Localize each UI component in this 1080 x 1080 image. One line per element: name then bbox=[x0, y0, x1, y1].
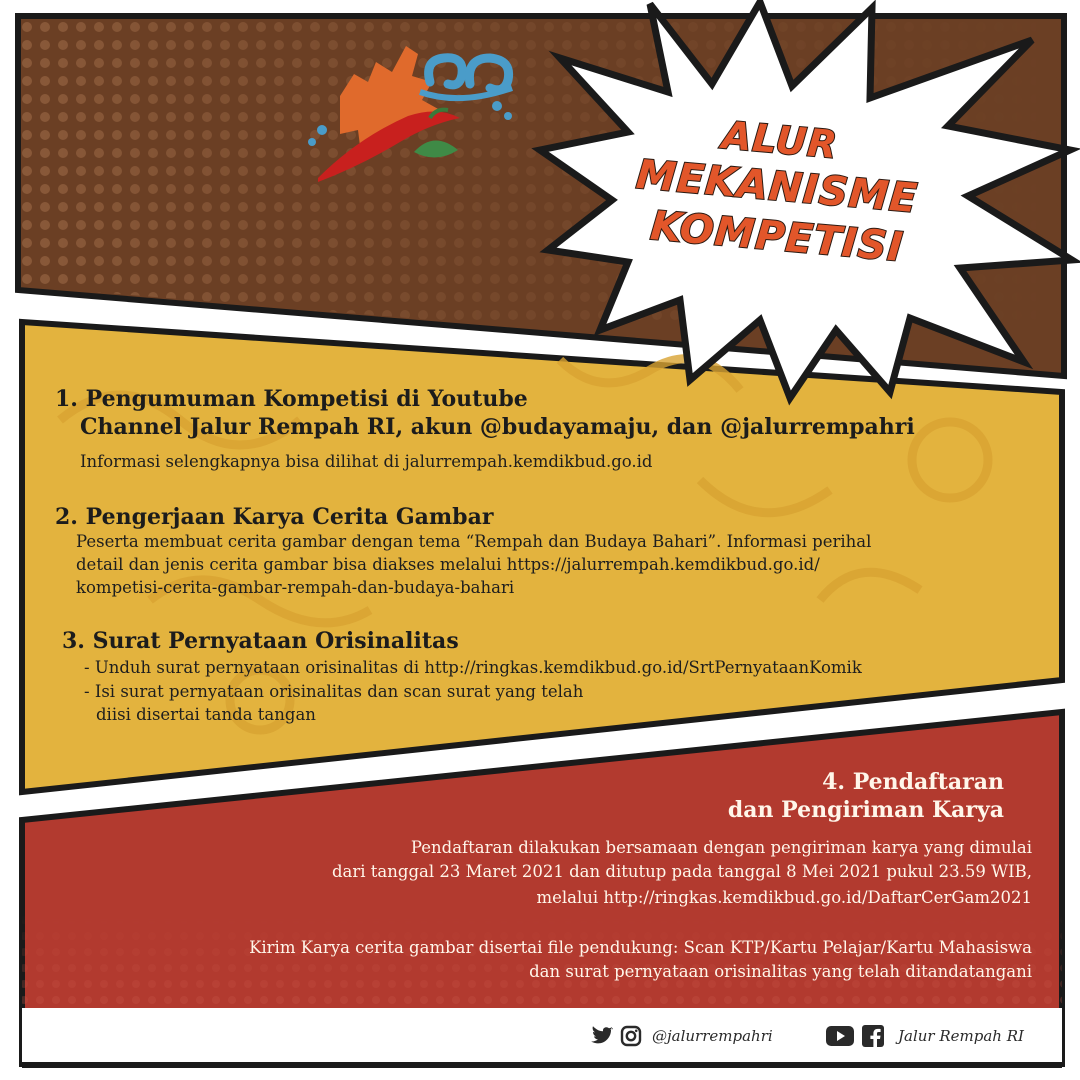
step-4-body-line: melalui http://ringkas.kemdikbud.go.id/DaftarCerGam2021 bbox=[536, 888, 1032, 907]
step-4-title: 4. Pendaftaran bbox=[822, 769, 1004, 795]
step-3-body-line: - Isi surat pernyataan orisinalitas dan scan surat yang telah bbox=[84, 682, 584, 701]
headline-line2: MEKANISME bbox=[634, 151, 920, 223]
step-2-title: 2. Pengerjaan Karya Cerita Gambar bbox=[55, 504, 494, 530]
step-4-body-line: dan surat pernyataan orisinalitas yang telah ditandatangani bbox=[529, 962, 1032, 981]
headline-line3: KOMPETISI bbox=[648, 203, 906, 271]
step-1-subtitle: Channel Jalur Rempah RI, akun @budayamaju, dan @jalurrempahri bbox=[80, 414, 915, 440]
step-4-body-line: Kirim Karya cerita gambar disertai file pendukung: Scan KTP/Kartu Pelajar/Kartu Mahasiswa bbox=[249, 938, 1032, 957]
step-4-body-line: Pendaftaran dilakukan bersamaan dengan pengiriman karya yang dimulai bbox=[410, 838, 1032, 857]
footer-handle[interactable]: @jalurrempahri bbox=[652, 1027, 773, 1045]
facebook-icon[interactable] bbox=[862, 1025, 884, 1047]
step-3-body-line: - Unduh surat pernyataan orisinalitas di http://ringkas.kemdikbud.go.id/SrtPernyataanKomik bbox=[84, 658, 862, 677]
step-4-body-line: dari tanggal 23 Maret 2021 dan ditutup pada tanggal 8 Mei 2021 pukul 23.59 WIB, bbox=[331, 862, 1032, 881]
headline-line1: ALUR bbox=[720, 113, 840, 167]
step-3-title: 3. Surat Pernyataan Orisinalitas bbox=[62, 628, 459, 654]
step-2-body-line: detail dan jenis cerita gambar bisa diakses melalui https://jalurrempah.kemdikbud.go.id/ bbox=[76, 555, 820, 574]
youtube-icon[interactable] bbox=[826, 1026, 854, 1046]
footer-channel[interactable]: Jalur Rempah RI bbox=[898, 1027, 1024, 1045]
step-2-body-line: kompetisi-cerita-gambar-rempah-dan-budaya-bahari bbox=[76, 578, 515, 597]
instagram-icon[interactable] bbox=[620, 1025, 642, 1047]
step-2-body-line: Peserta membuat cerita gambar dengan tema “Rempah dan Budaya Bahari”. Informasi perihal bbox=[76, 532, 872, 551]
step-1-body: Informasi selengkapnya bisa dilihat di jalurrempah.kemdikbud.go.id bbox=[80, 452, 653, 471]
step-4-subtitle: dan Pengiriman Karya bbox=[727, 797, 1004, 823]
step-1-title: 1. Pengumuman Kompetisi di Youtube bbox=[55, 386, 528, 412]
twitter-icon[interactable] bbox=[590, 1026, 614, 1046]
step-3-body-line: diisi disertai tanda tangan bbox=[96, 705, 316, 724]
